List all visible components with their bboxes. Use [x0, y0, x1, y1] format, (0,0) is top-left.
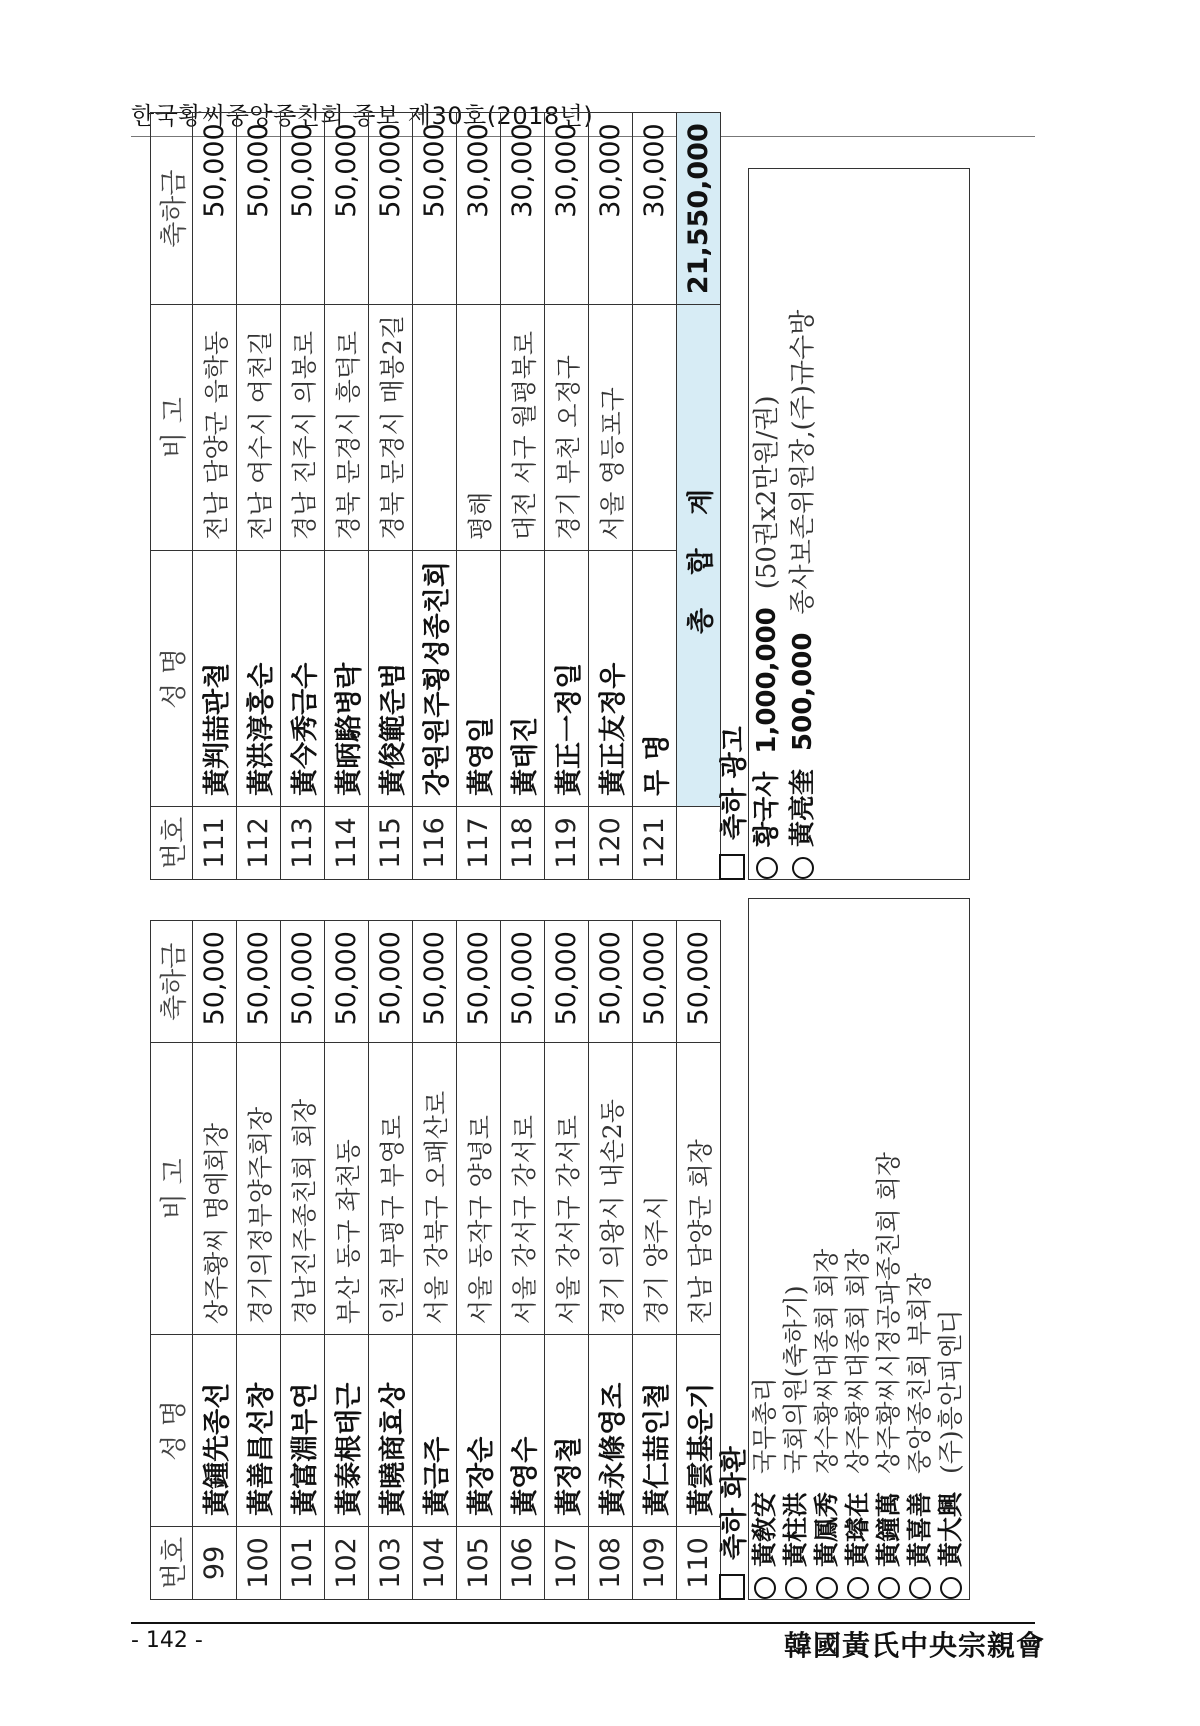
table-body-right	[193, 113, 677, 880]
row-amount: 30,000	[633, 113, 677, 305]
circle-bullet-icon	[792, 857, 814, 879]
row-amount: 50,000	[545, 921, 589, 1043]
row-note: 전남 담양군 회장	[677, 1043, 721, 1335]
row-name: 黃정철	[545, 1335, 589, 1527]
row-number: 102	[325, 1526, 369, 1599]
table-row	[633, 921, 677, 1600]
row-number: 119	[545, 806, 589, 879]
row-amount: 30,000	[589, 113, 633, 305]
table-row	[325, 113, 369, 880]
row-name: 黃判喆판철	[193, 551, 237, 807]
row-name: 강원원주횡성종친회	[413, 551, 457, 807]
item-name: 黃亮奎	[788, 768, 818, 847]
col-header-name: 성 명	[151, 1335, 193, 1527]
row-note: 서울 영등포구	[589, 305, 633, 551]
table-row	[193, 921, 237, 1600]
table-row	[633, 113, 677, 880]
item-name: 黃鐘萬	[874, 1491, 903, 1567]
table-row	[545, 113, 589, 880]
checkbox-square-icon	[719, 1574, 745, 1600]
item-desc: 종사보존위원장,(주)규수방	[788, 309, 818, 615]
row-name: 黃장순	[457, 1335, 501, 1527]
item-name: 黃柱洪	[781, 1491, 810, 1567]
col-header-name: 성 명	[151, 551, 193, 807]
row-number: 109	[633, 1526, 677, 1599]
table-row	[457, 921, 501, 1600]
item-desc: 상주황씨시정공파종친회 회장	[874, 1152, 903, 1474]
item-name: 黃璿在	[843, 1491, 872, 1567]
page-number: - 142 -	[131, 1628, 203, 1653]
row-note: 경북 문경시 흥덕로	[325, 305, 369, 551]
row-name: 黃今秀금수	[281, 551, 325, 807]
item-desc: 국회의원(축하기)	[781, 1285, 810, 1474]
item-amount: 500,000	[788, 632, 818, 751]
col-header-amount: 축하금	[151, 113, 193, 305]
list-item	[749, 169, 785, 879]
table-body-left	[193, 921, 721, 1600]
circle-bullet-icon	[847, 1577, 869, 1599]
row-number: 116	[413, 806, 457, 879]
table-row	[589, 113, 633, 880]
row-note: 경북 문경시 매봉2길	[369, 305, 413, 551]
row-amount: 50,000	[193, 113, 237, 305]
row-note: 경남진주종친회 회장	[281, 1043, 325, 1335]
wreath-list	[748, 898, 970, 1600]
circle-bullet-icon	[816, 1577, 838, 1599]
row-note: 경기 부천 오정구	[545, 305, 589, 551]
table-row	[413, 921, 457, 1600]
row-amount: 30,000	[457, 113, 501, 305]
row-name: 黃昞駱병락	[325, 551, 369, 807]
row-amount: 50,000	[457, 921, 501, 1043]
row-note	[413, 305, 457, 551]
row-amount: 30,000	[545, 113, 589, 305]
item-name: 黃敎安	[750, 1491, 779, 1567]
row-name: 黃금주	[413, 1335, 457, 1527]
list-item	[842, 899, 873, 1599]
circle-bullet-icon	[940, 1577, 962, 1599]
table-header-row	[151, 921, 193, 1600]
item-name: 황국사	[752, 771, 782, 847]
page-header-title: 한국황씨중앙종친회 종보 제30호(2018년)	[131, 102, 594, 130]
item-desc: (50권x2만원/권)	[752, 395, 782, 590]
total-amount: 21,550,000	[677, 113, 721, 305]
col-header-note: 비 고	[151, 305, 193, 551]
row-amount: 50,000	[589, 921, 633, 1043]
row-number: 121	[633, 806, 677, 879]
row-number: 108	[589, 1526, 633, 1599]
item-name: 黃喜善	[905, 1491, 934, 1567]
row-number: 104	[413, 1526, 457, 1599]
row-name: 黃鍾先종선	[193, 1335, 237, 1527]
row-number: 120	[589, 806, 633, 879]
row-amount: 50,000	[237, 113, 281, 305]
row-number: 113	[281, 806, 325, 879]
row-name: 黃영수	[501, 1335, 545, 1527]
row-name: 黃正一정일	[545, 551, 589, 807]
row-amount: 50,000	[281, 113, 325, 305]
row-amount: 50,000	[369, 113, 413, 305]
table-row	[413, 113, 457, 880]
row-name: 黃正友정우	[589, 551, 633, 807]
row-amount: 50,000	[413, 113, 457, 305]
ads-list	[748, 168, 970, 880]
list-item	[780, 899, 811, 1599]
checkbox-square-icon	[719, 854, 745, 880]
row-note: 인천 부평구 부영로	[369, 1043, 413, 1335]
row-name: 무 명	[633, 551, 677, 807]
row-name: 黃曉商효상	[369, 1335, 413, 1527]
list-item	[904, 899, 935, 1599]
circle-bullet-icon	[756, 857, 778, 879]
col-header-no: 번호	[151, 1526, 193, 1599]
row-number: 110	[677, 1526, 721, 1599]
row-name: 黃洪淳홍순	[237, 551, 281, 807]
row-amount: 50,000	[325, 921, 369, 1043]
row-name: 黃善昌선창	[237, 1335, 281, 1527]
row-note: 경기 양주시	[633, 1043, 677, 1335]
row-name: 黃仁喆인철	[633, 1335, 677, 1527]
row-number: 111	[193, 806, 237, 879]
row-amount: 50,000	[501, 921, 545, 1043]
circle-bullet-icon	[754, 1577, 776, 1599]
row-note: 서울 강북구 오패산로	[413, 1043, 457, 1335]
item-desc: 중앙종친회 부회장	[905, 1272, 934, 1474]
item-desc: 장수황씨대종회 회장	[812, 1248, 841, 1474]
donation-table-left	[150, 920, 721, 1600]
row-number: 103	[369, 1526, 413, 1599]
row-note: 서울 강서구 강서로	[545, 1043, 589, 1335]
row-amount: 50,000	[413, 921, 457, 1043]
ads-section-title: 축하 광고	[712, 726, 751, 880]
row-name: 黃雲基운기	[677, 1335, 721, 1527]
row-note: 경남 진주시 의봉로	[281, 305, 325, 551]
row-number: 115	[369, 806, 413, 879]
item-amount: 1,000,000	[752, 607, 782, 754]
row-number: 101	[281, 1526, 325, 1599]
col-header-note: 비 고	[151, 1043, 193, 1335]
table-header-row	[151, 113, 193, 880]
item-desc: 국무총리	[750, 1377, 779, 1474]
circle-bullet-icon	[785, 1577, 807, 1599]
row-note: 서울 강서구 강서로	[501, 1043, 545, 1335]
row-amount: 50,000	[325, 113, 369, 305]
table-row	[325, 921, 369, 1600]
item-desc: 상주황씨대종회 회장	[843, 1248, 872, 1474]
table-row	[237, 921, 281, 1600]
row-name: 黃永條영조	[589, 1335, 633, 1527]
row-note: 상주황씨 명예회장	[193, 1043, 237, 1335]
list-item	[811, 899, 842, 1599]
col-header-no: 번호	[151, 806, 193, 879]
item-name: 黃大興	[936, 1491, 965, 1567]
list-item	[873, 899, 904, 1599]
row-number: 117	[457, 806, 501, 879]
row-amount: 30,000	[501, 113, 545, 305]
row-number: 118	[501, 806, 545, 879]
circle-bullet-icon	[909, 1577, 931, 1599]
wreath-section-title: 축하 화환	[712, 1446, 751, 1600]
row-number: 100	[237, 1526, 281, 1599]
row-name: 黃俊範준범	[369, 551, 413, 807]
row-note: 서울 동작구 양녕로	[457, 1043, 501, 1335]
row-note: 부산 동구 좌천동	[325, 1043, 369, 1335]
item-desc: (주)흥안피엔디	[936, 1309, 965, 1474]
table-row	[501, 921, 545, 1600]
list-item	[935, 899, 966, 1599]
rotated-content	[150, 123, 1030, 1600]
row-name: 黃태진	[501, 551, 545, 807]
row-number: 106	[501, 1526, 545, 1599]
table-row	[457, 113, 501, 880]
table-row	[545, 921, 589, 1600]
table-row	[281, 921, 325, 1600]
row-amount: 50,000	[237, 921, 281, 1043]
organization-logo-text: 韓國黃氏中央宗親會	[783, 1629, 1045, 1662]
row-note: 전남 담양군 읍학동	[193, 305, 237, 551]
row-amount: 50,000	[193, 921, 237, 1043]
donation-table-right	[150, 112, 721, 880]
row-number: 114	[325, 806, 369, 879]
row-amount: 50,000	[633, 921, 677, 1043]
row-name: 黃富淵부연	[281, 1335, 325, 1527]
total-label: 총 합 계	[677, 305, 721, 807]
row-note: 대전 서구 월평북로	[501, 305, 545, 551]
row-amount: 50,000	[369, 921, 413, 1043]
row-note: 평해	[457, 305, 501, 551]
row-number: 105	[457, 1526, 501, 1599]
table-row	[501, 113, 545, 880]
table-row	[237, 113, 281, 880]
circle-bullet-icon	[878, 1577, 900, 1599]
col-header-amount: 축하금	[151, 921, 193, 1043]
row-name: 黃泰根태근	[325, 1335, 369, 1527]
row-note: 경기 의왕시 내손2동	[589, 1043, 633, 1335]
row-amount: 50,000	[677, 921, 721, 1043]
row-amount: 50,000	[281, 921, 325, 1043]
row-number: 99	[193, 1526, 237, 1599]
table-row	[369, 921, 413, 1600]
table-row	[193, 113, 237, 880]
item-name: 黃鳳秀	[812, 1491, 841, 1567]
list-item	[749, 899, 780, 1599]
table-row	[281, 113, 325, 880]
row-number: 107	[545, 1526, 589, 1599]
row-number: 112	[237, 806, 281, 879]
row-note	[633, 305, 677, 551]
table-row	[589, 921, 633, 1600]
table-row	[369, 113, 413, 880]
row-name: 黃영일	[457, 551, 501, 807]
row-note: 경기의정부양주회장	[237, 1043, 281, 1335]
list-item	[785, 169, 821, 879]
row-note: 전남 여수시 여천길	[237, 305, 281, 551]
